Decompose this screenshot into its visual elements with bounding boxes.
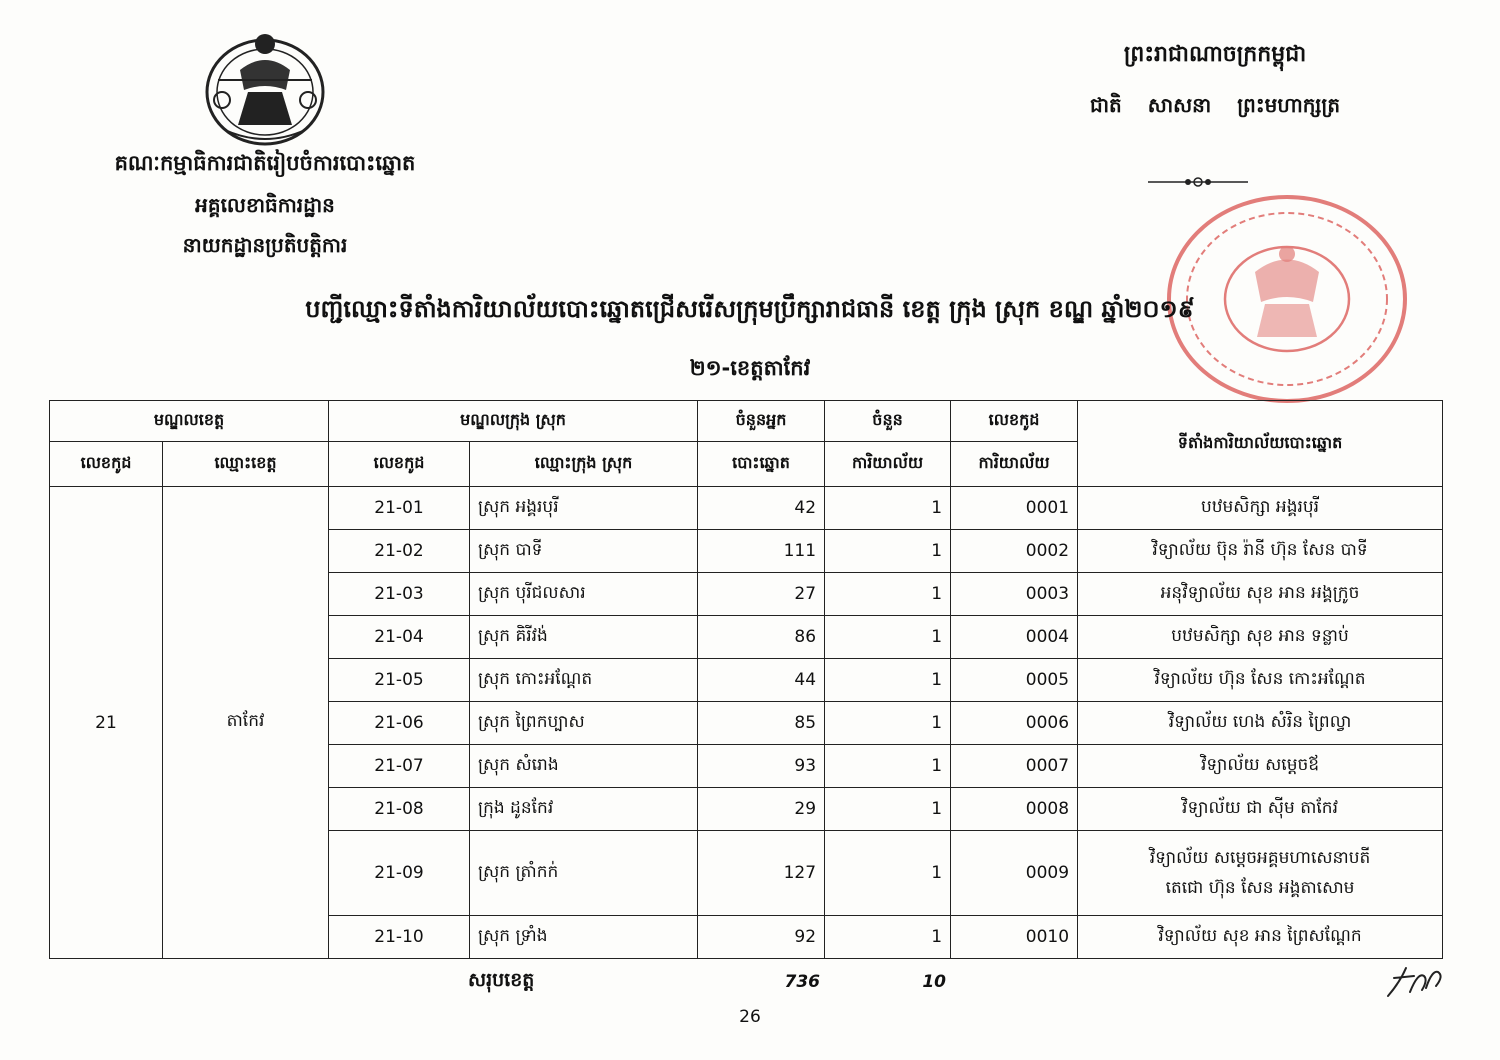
location-cell: វិទ្យាល័យ សុខ អាន ព្រៃសណ្តែក (1078, 916, 1443, 959)
province-total-label: សរុបខេត្ត (468, 969, 535, 991)
district-name-cell: ស្រុក ទ្រាំង (470, 916, 698, 959)
district-name-cell: ស្រុក ព្រៃកប្បាស (470, 702, 698, 745)
location-line-1: វិទ្យាល័យ សម្តេចអគ្គមហាសេនាបតី (1149, 848, 1371, 868)
province-code-cell: 21 (50, 487, 163, 959)
district-code-cell: 21-03 (329, 573, 470, 616)
office-code-cell: 0004 (951, 616, 1078, 659)
motto-king: ព្រះមហាក្សត្រ (1237, 93, 1341, 117)
offices-cell: 1 (825, 788, 951, 831)
district-name-cell: ស្រុក អង្គរបុរី (470, 487, 698, 530)
location-cell: វិទ្យាល័យ សម្តេចឪ (1078, 745, 1443, 788)
office-code-cell: 0005 (951, 659, 1078, 702)
district-code-cell: 21-09 (329, 831, 470, 916)
kingdom-title: ព្រះរាជាណាចក្រកម្ពុជា (1123, 42, 1307, 67)
district-code-cell: 21-02 (329, 530, 470, 573)
district-name-cell: ស្រុក ត្រាំកក់ (470, 831, 698, 916)
location-cell: វិទ្យាល័យ ប៊ុន រ៉ានី ហ៊ុន សែន បាទី (1078, 530, 1443, 573)
office-code-cell: 0010 (951, 916, 1078, 959)
voters-cell: 27 (698, 573, 825, 616)
polling-stations-table (49, 400, 1443, 959)
offices-cell: 1 (825, 487, 951, 530)
district-name-cell: ស្រុក បាទី (470, 530, 698, 573)
header-province-name: ឈ្មោះខេត្ត (163, 442, 329, 487)
location-line-2: តេជោ ហ៊ុន សែន អង្គតាសោម (1165, 878, 1355, 898)
location-cell: បឋមសិក្សា សុខ អាន ទន្លាប់ (1078, 616, 1443, 659)
total-offices: 10 (922, 972, 946, 992)
header-district-center: មណ្ឌលក្រុង ស្រុក (329, 401, 698, 442)
voters-cell: 86 (698, 616, 825, 659)
header-voters-count-top: ចំនួនអ្នក (698, 401, 825, 442)
motto-religion: សាសនា (1147, 93, 1212, 117)
header-office-code-top: លេខកូដ (951, 401, 1078, 442)
department-name: នាយកដ្ឋានប្រតិបត្តិការ (182, 233, 348, 257)
office-code-cell: 0006 (951, 702, 1078, 745)
voters-cell: 85 (698, 702, 825, 745)
district-code-cell: 21-05 (329, 659, 470, 702)
district-name-cell: ស្រុក បុរីជលសារ (470, 573, 698, 616)
office-code-cell: 0003 (951, 573, 1078, 616)
district-code-cell: 21-08 (329, 788, 470, 831)
page-number: 26 (739, 1007, 761, 1027)
header-office-code-bottom: ការិយាល័យ (951, 442, 1078, 487)
total-voters: 736 (784, 972, 820, 992)
district-code-cell: 21-07 (329, 745, 470, 788)
office-code-cell: 0009 (951, 831, 1078, 916)
offices-cell: 1 (825, 530, 951, 573)
offices-cell: 1 (825, 616, 951, 659)
office-code-cell: 0007 (951, 745, 1078, 788)
location-cell: បឋមសិក្សា អង្គរបុរី (1078, 487, 1443, 530)
offices-cell: 1 (825, 916, 951, 959)
document-title: បញ្ជីឈ្មោះទីតាំងការិយាល័យបោះឆ្នោតជ្រើសរើសក្រុមប្រឹក្សារាជធានី ខេត្ត ក្រុង ស្រុក ខណ្ឌ ឆ្នាំ២០១៩ (305, 295, 1195, 323)
header-offices-count-top: ចំនួន (825, 401, 951, 442)
voters-cell: 29 (698, 788, 825, 831)
offices-cell: 1 (825, 702, 951, 745)
national-motto (1035, 92, 1395, 122)
voters-cell: 44 (698, 659, 825, 702)
district-name-cell: ក្រុង ដូនកែវ (470, 788, 698, 831)
district-name-cell: ស្រុក គិរីវង់ (470, 616, 698, 659)
table-row (50, 487, 1443, 530)
offices-cell: 1 (825, 745, 951, 788)
province-name-cell: តាកែវ (163, 487, 329, 959)
header-polling-location: ទីតាំងការិយាល័យបោះឆ្នោត (1078, 401, 1443, 487)
voters-cell: 111 (698, 530, 825, 573)
offices-cell: 1 (825, 659, 951, 702)
offices-cell: 1 (825, 831, 951, 916)
header-voters-count-bottom: បោះឆ្នោត (698, 442, 825, 487)
location-cell: វិទ្យាល័យ ហ៊ុន សែន កោះអណ្តែត (1078, 659, 1443, 702)
header-district-code: លេខកូដ (329, 442, 470, 487)
province-subtitle: ២១-ខេត្តតាកែវ (689, 356, 811, 380)
voters-cell: 127 (698, 831, 825, 916)
district-code-cell: 21-06 (329, 702, 470, 745)
voters-cell: 93 (698, 745, 825, 788)
location-cell: អនុវិទ្យាល័យ សុខ អាន អង្គក្រូច (1078, 573, 1443, 616)
office-code-cell: 0001 (951, 487, 1078, 530)
offices-cell: 1 (825, 573, 951, 616)
voters-cell: 42 (698, 487, 825, 530)
district-name-cell: ស្រុក សំរោង (470, 745, 698, 788)
district-code-cell: 21-10 (329, 916, 470, 959)
header-province-code: លេខកូដ (50, 442, 163, 487)
nec-emblem-logo (200, 30, 330, 155)
secretariat-name: អគ្គលេខាធិការដ្ឋាន (195, 193, 335, 217)
motto-nation: ជាតិ (1089, 93, 1122, 117)
location-cell (1078, 831, 1443, 916)
header-district-name: ឈ្មោះក្រុង ស្រុក (470, 442, 698, 487)
location-cell: វិទ្យាល័យ ហេង សំរិន ព្រៃល្វា (1078, 702, 1443, 745)
committee-name: គណៈកម្មាធិការជាតិរៀបចំការបោះឆ្នោត (114, 151, 416, 175)
location-cell: វិទ្យាល័យ ជា ស៊ីម តាកែវ (1078, 788, 1443, 831)
district-name-cell: ស្រុក កោះអណ្តែត (470, 659, 698, 702)
signature-mark (1380, 962, 1450, 1002)
voters-cell: 92 (698, 916, 825, 959)
header-offices-count-bottom: ការិយាល័យ (825, 442, 951, 487)
district-code-cell: 21-04 (329, 616, 470, 659)
office-code-cell: 0008 (951, 788, 1078, 831)
district-code-cell: 21-01 (329, 487, 470, 530)
header-province-center: មណ្ឌលខេត្ត (50, 401, 329, 442)
office-code-cell: 0002 (951, 530, 1078, 573)
ornament-divider (1148, 172, 1248, 192)
